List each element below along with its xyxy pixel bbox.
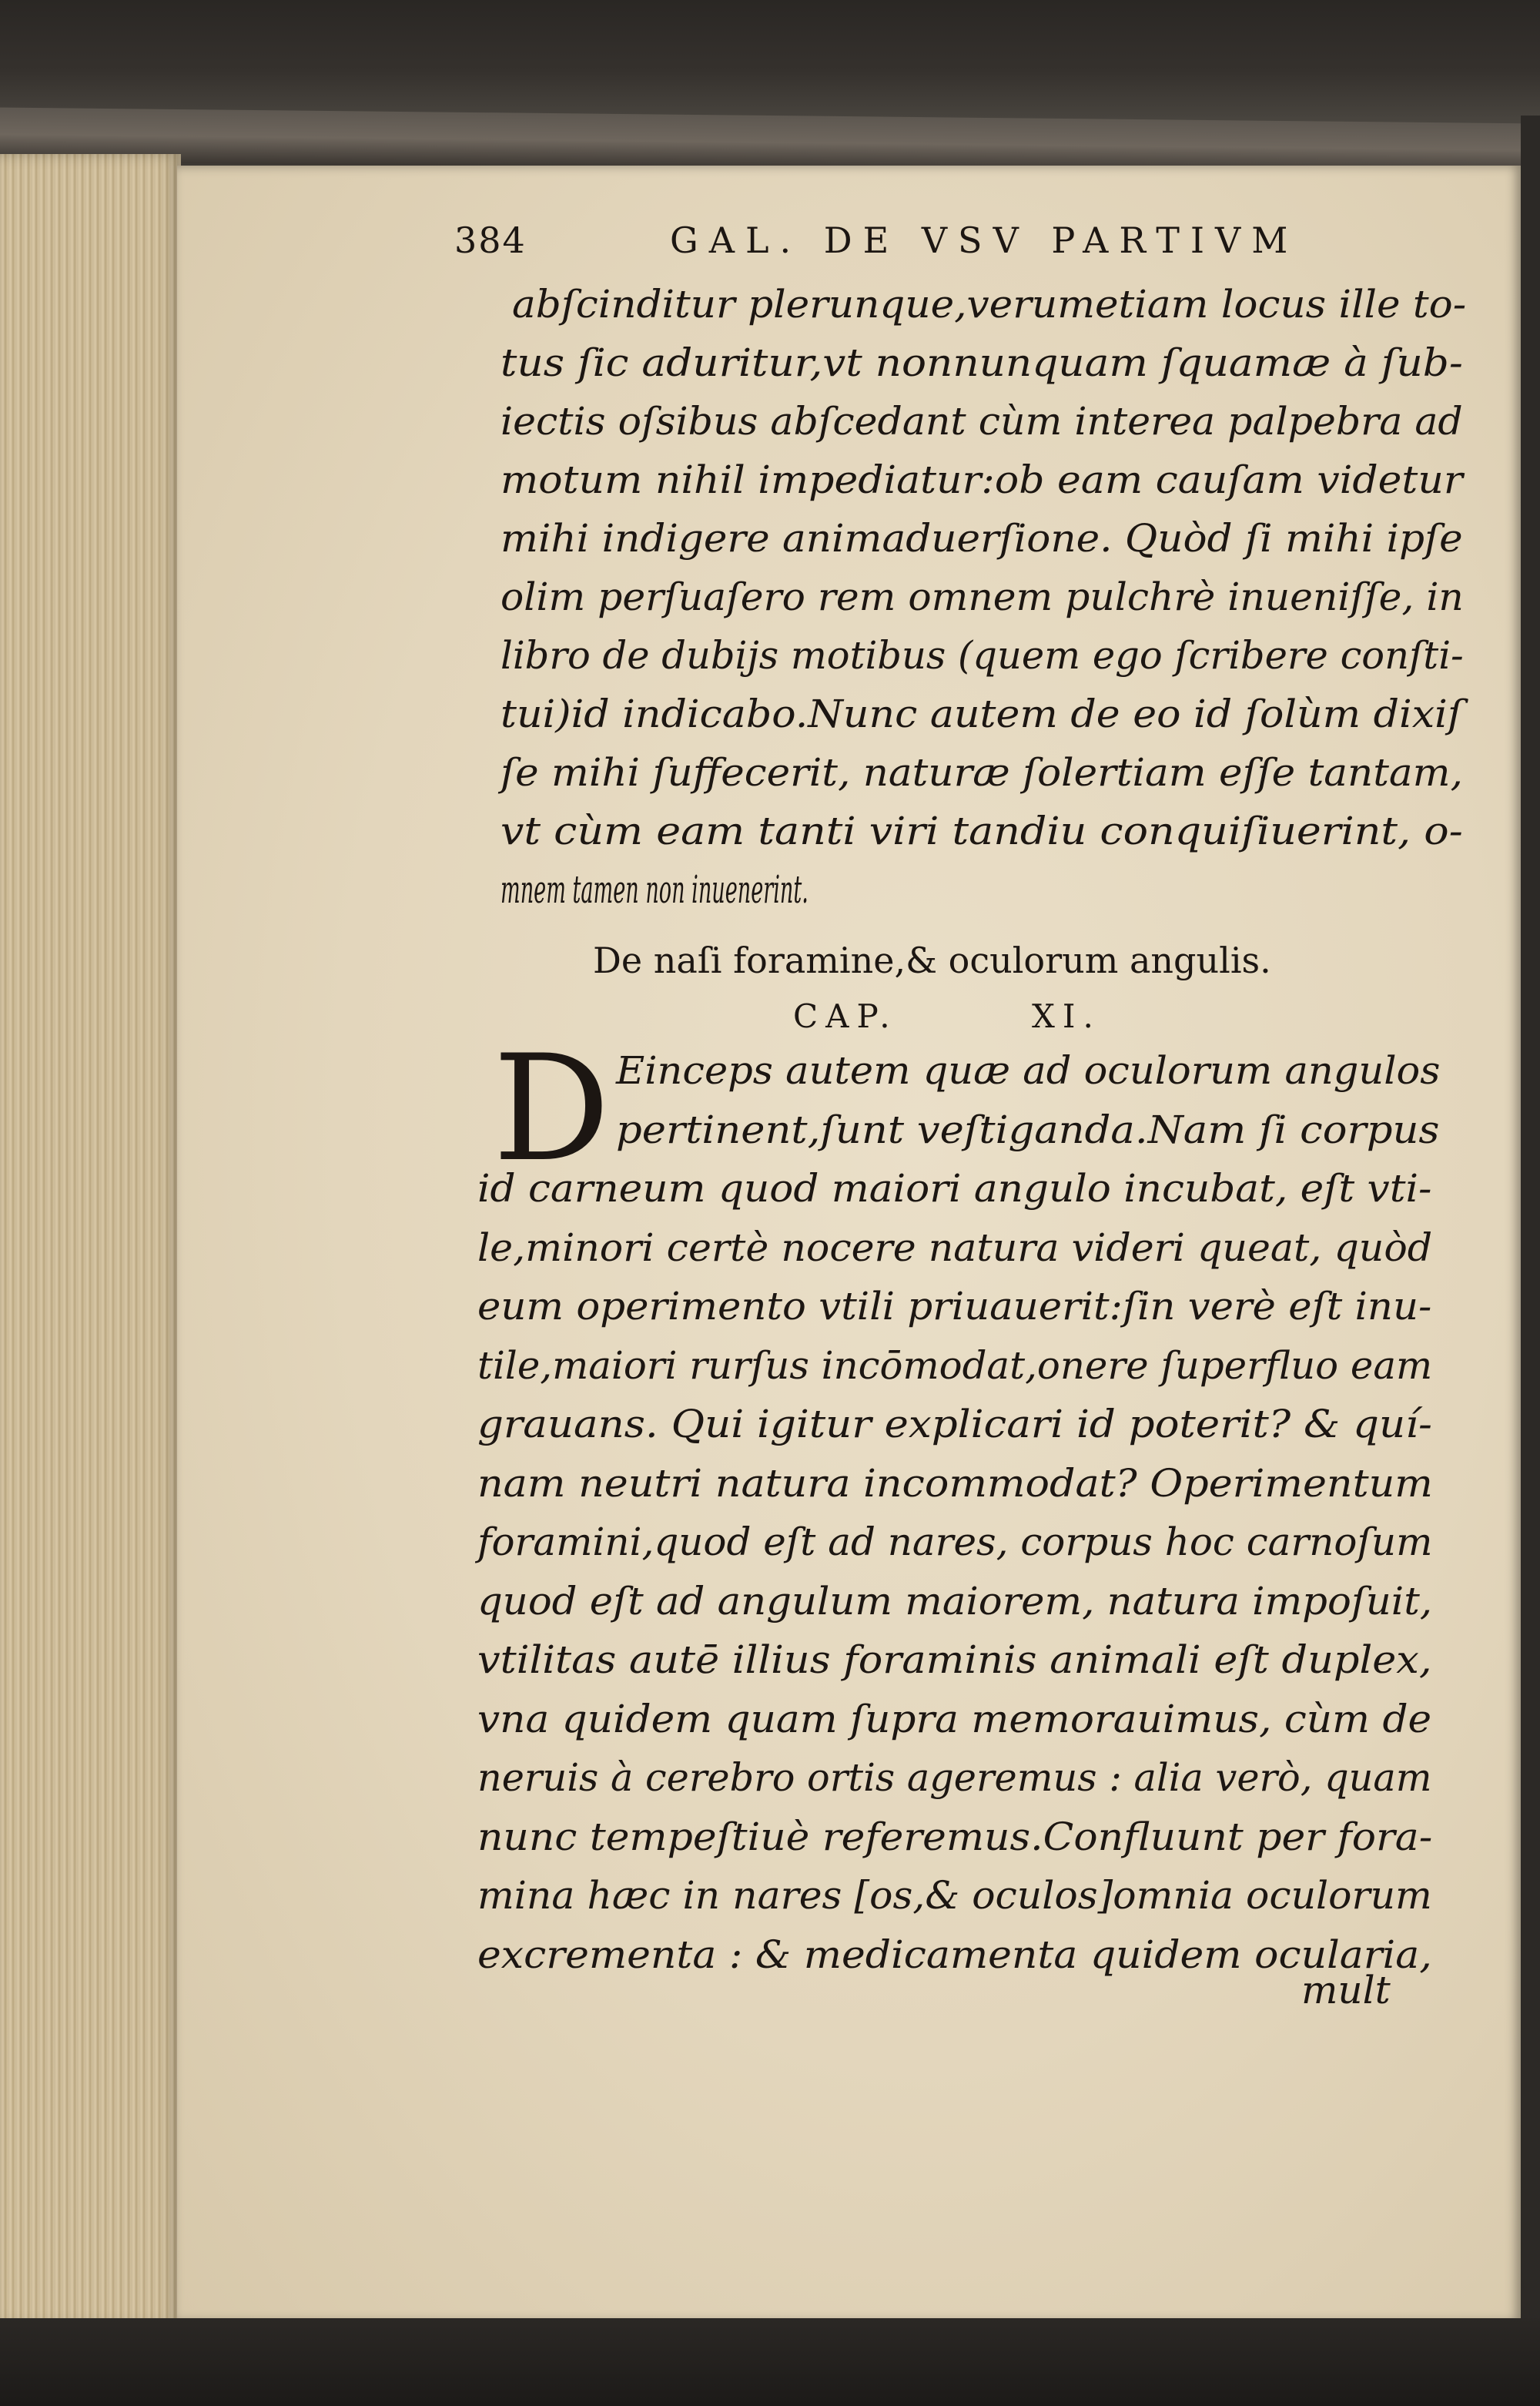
text-line: ſe mihi ſuffecerit, naturæ ſolertiam eſſe tantam, xyxy=(500,750,1463,795)
text-line: foramini,quod eſt ad nares, corpus hoc carnoſum xyxy=(477,1520,1433,1564)
text-line: id carneum quod maiori angulo incubat, eſt vti- xyxy=(477,1166,1432,1211)
text-line: pertinent,ſunt veſtiganda.Nam ſi corpus xyxy=(616,1107,1440,1152)
right-edge xyxy=(1521,116,1540,2334)
text-line: abſcinditur plerunque,verumetiam locus ille to- xyxy=(512,282,1467,327)
catchword: mult xyxy=(1301,1968,1391,2012)
text-line: olim perſuaſero rem omnem pulchrè inueniſſe, in xyxy=(500,575,1464,619)
page-header xyxy=(454,219,1363,273)
text-line: vna quidem quam ſupra memorauimus, cùm de xyxy=(477,1696,1432,1741)
text-line: vt cùm eam tanti viri tandiu conquiſiuerint, o- xyxy=(500,809,1463,853)
text-line: Einceps autem quæ ad oculorum angulos xyxy=(616,1048,1441,1093)
text-line: le,minori certè nocere natura videri queat, quòd xyxy=(477,1225,1433,1270)
text-line: excrementa : & medicamenta quidem ocularia, xyxy=(477,1932,1432,1977)
text-line: nunc tempeſtiuè referemus.Confluunt per fora- xyxy=(477,1814,1433,1859)
chapter-heading: De naſi foramine,& oculorum angulis. xyxy=(593,940,1271,981)
text-line: motum nihil impediatur:ob eam cauſam videtur xyxy=(500,457,1463,502)
text-line: libro de dubijs motibus (quem ego ſcribere conſti- xyxy=(500,633,1464,678)
text-line: eum operimento vtili priuauerit:ſin verè eſt inu- xyxy=(477,1284,1432,1329)
page-number: 384 xyxy=(454,219,527,261)
text-line: mihi indigere animaduerſione. Quòd ſi mihi ipſe xyxy=(500,516,1463,561)
text-line: mina hæc in nares [os,& oculos]omnia oculorum xyxy=(477,1873,1432,1918)
cap-label: CAP. xyxy=(793,997,898,1035)
chapter-label xyxy=(793,997,1255,1035)
running-title: GAL. DE VSV PARTIVM xyxy=(670,219,1299,261)
text-line: mnem tamen non inuenerint. xyxy=(500,867,808,912)
text-line: quod eſt ad angulum maiorem, natura impoſuit, xyxy=(477,1578,1433,1624)
text-line: tile,maiori rurſus incōmodat,onere ſuperfluo eam xyxy=(477,1342,1433,1388)
page-edges xyxy=(0,154,181,2326)
text-line: tus ſic aduritur,vt nonnunquam ſquamæ à ſub- xyxy=(500,340,1463,385)
text-line: iectis oſsibus abſcedant cùm interea palpebra ad xyxy=(500,399,1463,444)
text-line: tui)id indicabo.Nunc autem de eo id ſolùm dixiſ xyxy=(500,692,1463,736)
binding-bottom xyxy=(0,2318,1540,2406)
text-line: vtilitas autē illius foraminis animali eſt duplex, xyxy=(477,1637,1432,1682)
text-line: neruis à cerebro ortis ageremus : alia verò, quam xyxy=(477,1755,1432,1800)
text-line: grauans. Qui igitur explicari id poterit? & quí- xyxy=(477,1402,1432,1446)
cap-number: XI. xyxy=(1032,997,1101,1035)
drop-capital: D xyxy=(493,1024,611,1194)
text-line: nam neutri natura incommodat? Operimentum xyxy=(477,1460,1433,1506)
